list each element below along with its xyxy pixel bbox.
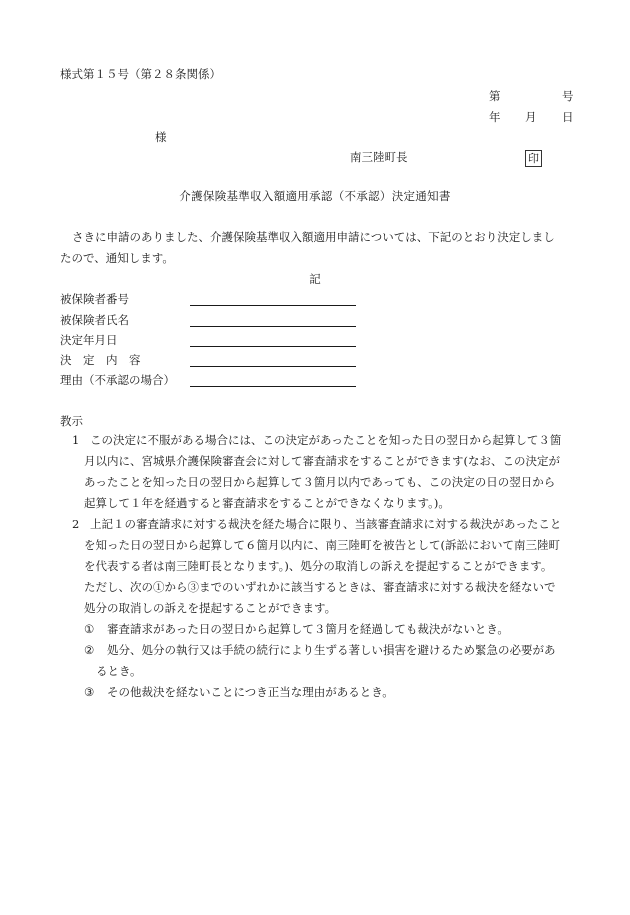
intro-line-2: たので、通知します。 (60, 251, 174, 265)
kyoji-item-2-number: 2 (72, 517, 80, 531)
field-label-insured-name: 被保険者氏名 (60, 313, 129, 327)
subitem-3-line: その他裁決を経ないことにつき正当な理由があるとき。 (107, 685, 394, 699)
addressee-suffix: 様 (155, 130, 167, 144)
field-line-decision-content (190, 366, 356, 367)
kyoji-heading: 教示 (60, 414, 83, 428)
date-day: 日 (562, 110, 574, 124)
field-line-decision-date (190, 346, 356, 347)
form-number: 様式第１５号（第２８条関係） (60, 67, 221, 81)
kyoji-item-1-line: 起算して１年を経過すると審査請求をすることができなくなります。)。 (84, 496, 450, 510)
subitem-1-line: 審査請求があった日の翌日から起算して３箇月を経過しても裁決がないとき。 (107, 622, 509, 636)
subitem-2-mark: ② (84, 643, 95, 657)
subitem-1-mark: ① (84, 622, 95, 636)
ki-mark: 記 (309, 272, 321, 286)
field-label-decision-content: 決 定 内 容 (60, 353, 141, 367)
kyoji-item-2-line: ただし、次の①から③までのいずれかに該当するときは、審査請求に対する裁決を経ないで (84, 580, 556, 594)
date-month: 月 (525, 110, 537, 124)
field-label-reason: 理由（不承認の場合） (60, 373, 175, 387)
kyoji-item-1-line: あったことを知った日の翌日から起算して３箇月以内であっても、この決定の日の翌日から (84, 475, 556, 489)
doc-number-prefix: 第 (489, 89, 501, 103)
date-year: 年 (489, 110, 501, 124)
kyoji-item-1-number: 1 (72, 433, 80, 447)
seal-mark: 印 (525, 150, 542, 167)
kyoji-item-2-line: を知った日の翌日から起算して６箇月以内に、南三陸町を被告として(訴訟において南三陸町 (84, 538, 560, 552)
field-label-decision-date: 決定年月日 (60, 333, 118, 347)
issuer-name: 南三陸町長 (350, 150, 408, 164)
field-label-insured-number: 被保険者番号 (60, 292, 129, 306)
subitem-2-line: るとき。 (96, 664, 142, 678)
subitem-2-line: 処分、処分の執行又は手続の続行により生ずる著しい損害を避けるため緊急の必要があ (107, 643, 556, 657)
field-line-reason (190, 386, 356, 387)
field-line-insured-name (190, 326, 356, 327)
kyoji-item-2-line: 上記１の審査請求に対する裁決を経た場合に限り、当該審査請求に対する裁決があったこと (90, 517, 562, 531)
doc-number-suffix: 号 (562, 89, 574, 103)
document-title: 介護保険基準収入額適用承認（不承認）決定通知書 (179, 189, 451, 203)
intro-line-1: さきに申請のありました、介護保険基準収入額適用申請については、下記のとおり決定しまし (72, 230, 555, 244)
field-line-insured-number (190, 305, 356, 306)
kyoji-item-1-line: 月以内に、宮城県介護保険審査会に対して審査請求をすることができます(なお、この決定が (84, 454, 560, 468)
kyoji-item-1-line: この決定に不服がある場合には、この決定があったことを知った日の翌日から起算して３箇 (90, 433, 562, 447)
kyoji-item-2-line: を代表する者は南三陸町長となります。)、処分の取消しの訴えを提起することができます。 (84, 559, 553, 573)
kyoji-item-2-line: 処分の取消しの訴えを提起することができます。 (84, 601, 337, 615)
subitem-3-mark: ③ (84, 685, 95, 699)
